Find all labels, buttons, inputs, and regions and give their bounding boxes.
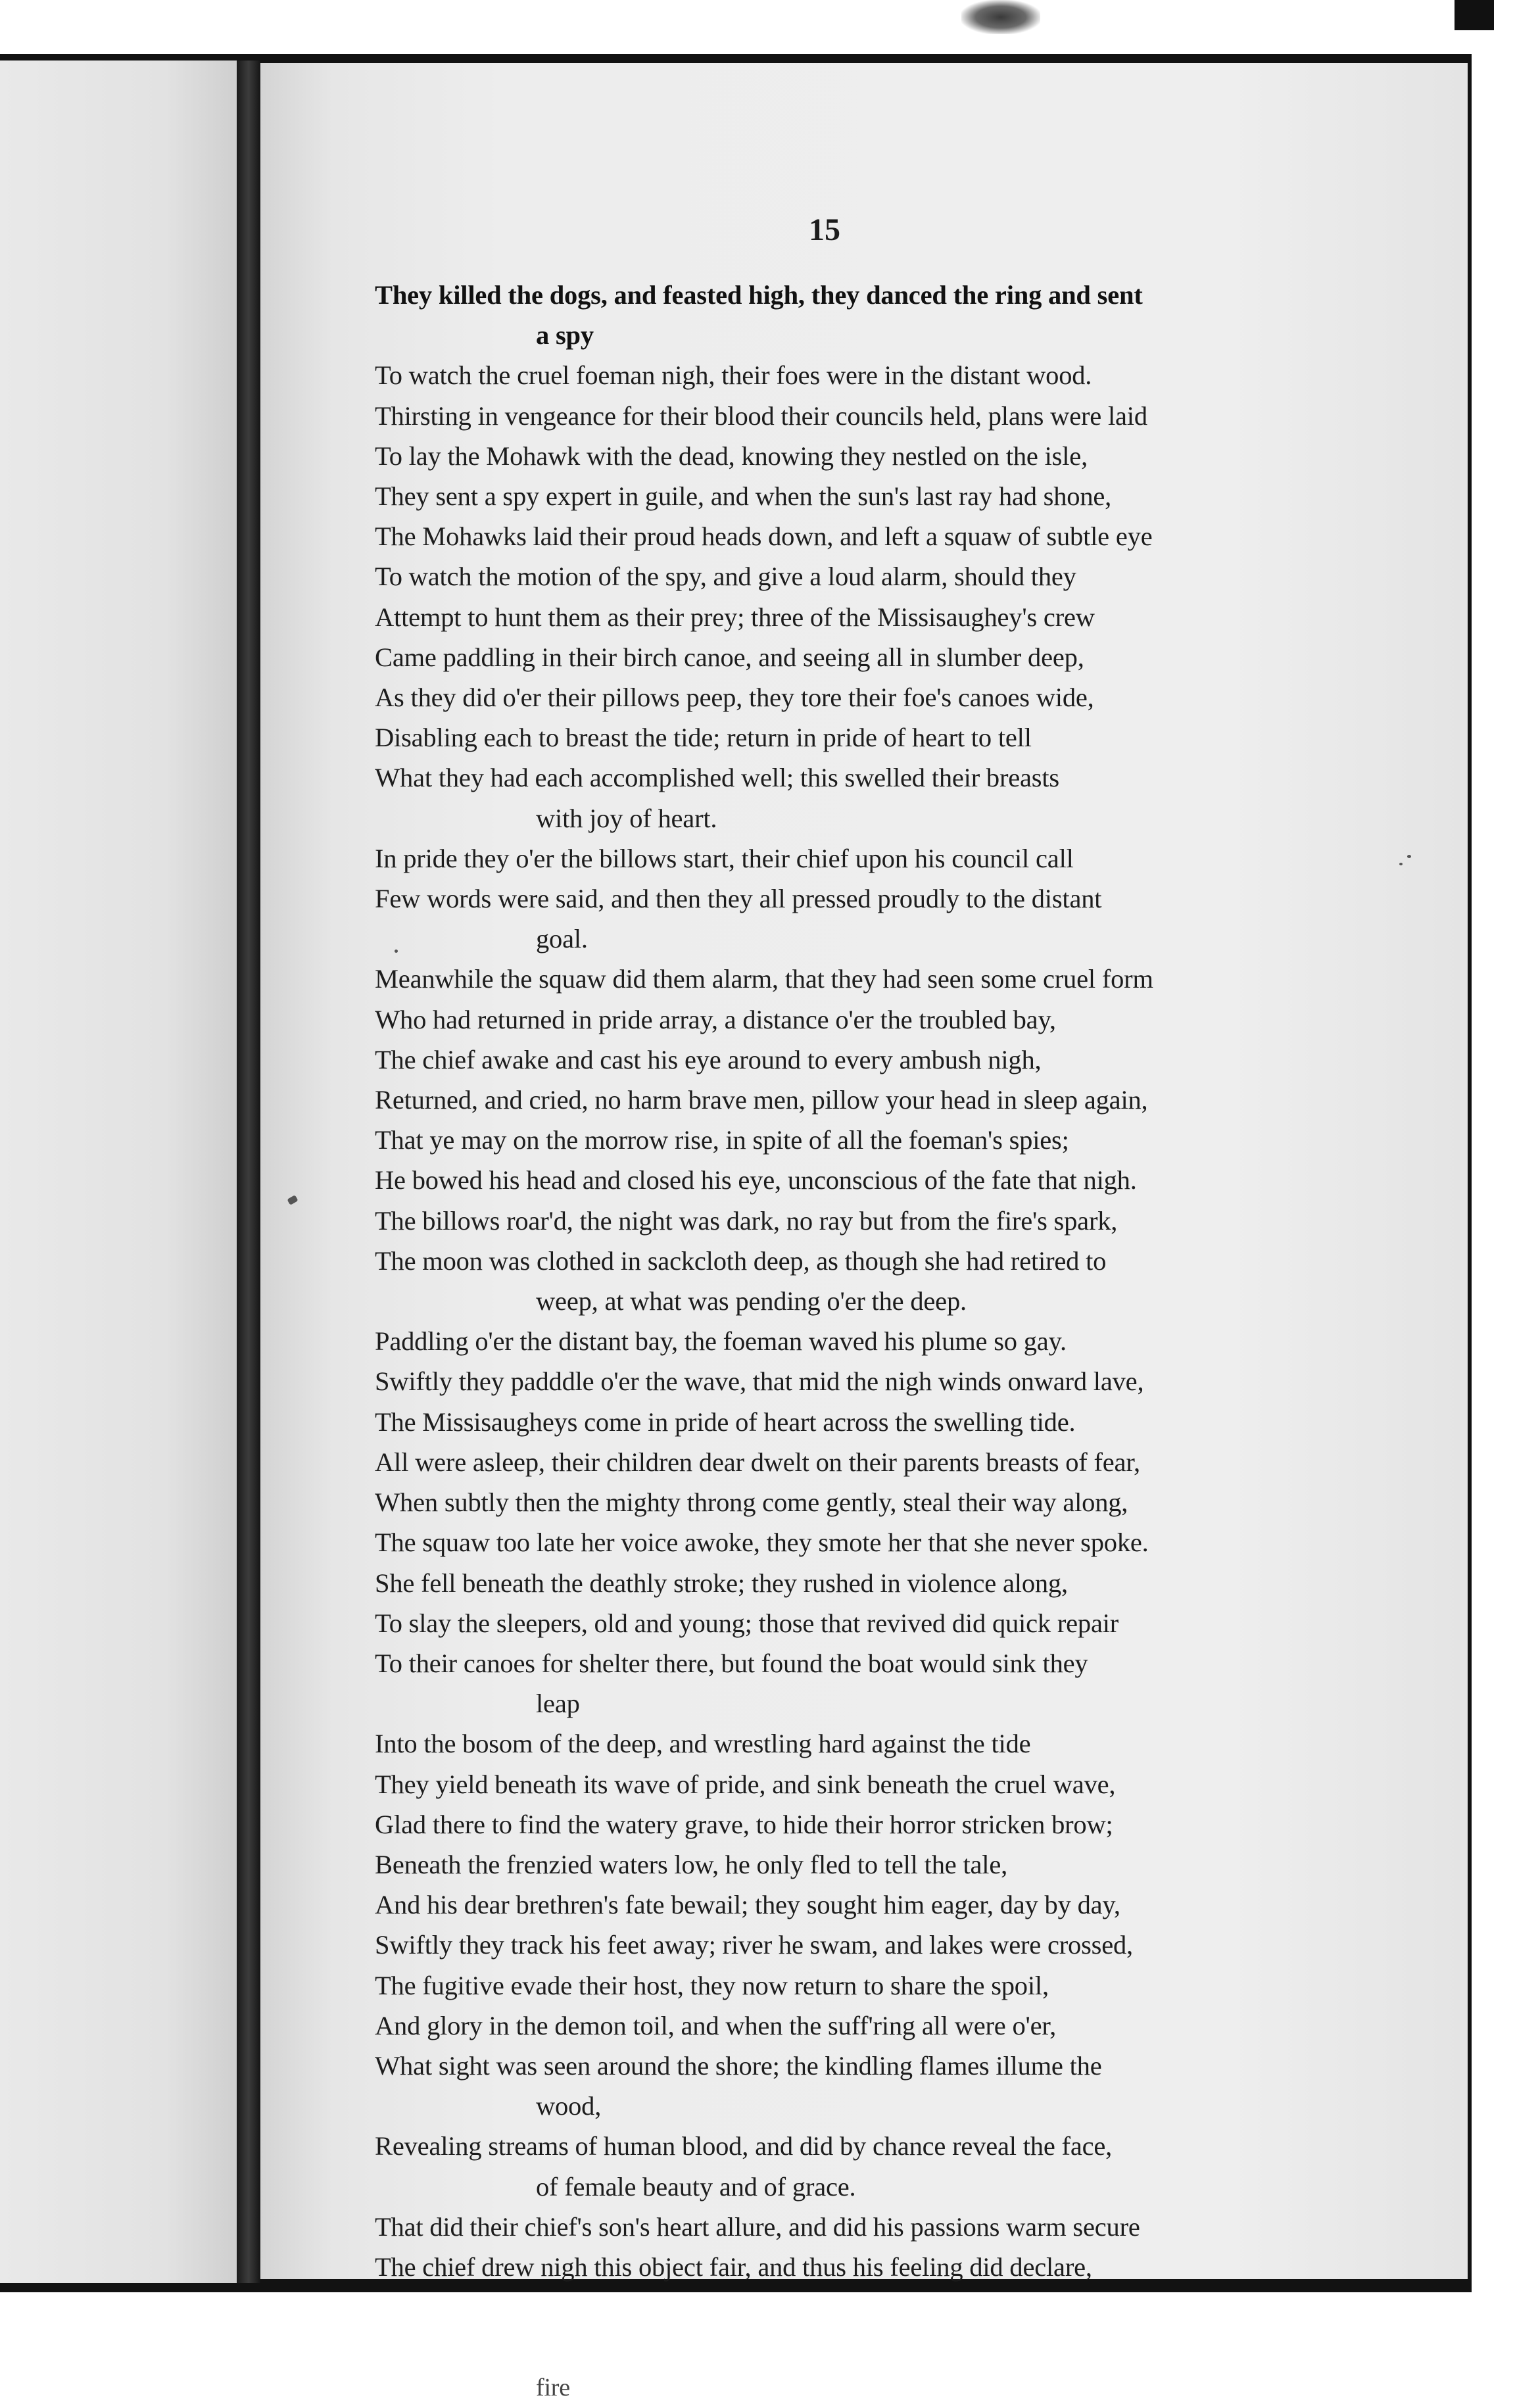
ink-speck — [1399, 863, 1403, 865]
text-line: Meanwhile the squaw did them alarm, that they had seen some cruel form — [375, 964, 1153, 994]
text-line: The Mohawks laid their proud heads down, and left a squaw of subtle eye — [375, 521, 1153, 552]
text-line: with joy of heart. — [536, 803, 717, 833]
text-line: leap — [536, 1689, 580, 1719]
text-line: The squaw too late her voice awoke, they smote her that she never spoke. — [375, 1528, 1149, 1558]
text-line: The chief drew nigh this object fair, and thus his feeling did declare, — [375, 2251, 1092, 2282]
text-line: To watch the cruel foeman nigh, their foes were in the distant wood. — [375, 360, 1092, 391]
text-line: To their canoes for shelter there, but found the boat would sink they — [375, 1648, 1088, 1678]
ink-speck — [1407, 855, 1411, 858]
text-line: The chief awake and cast his eye around to every ambush nigh, — [375, 1044, 1042, 1074]
text-line: He bowed his head and closed his eye, unconscious of the fate that nigh. — [375, 1165, 1137, 1195]
scan-ink-blot — [961, 0, 1040, 34]
text-line: They yield beneath its wave of pride, and sink beneath the cruel wave, — [375, 1769, 1116, 1799]
text-line: goal. — [536, 924, 588, 954]
text-line: Swiftly they padddle o'er the wave, that mid the nigh winds onward lave, — [375, 1366, 1144, 1397]
scan-top-margin — [0, 0, 1515, 54]
text-line: The Missisaugheys come in pride of heart across the swelling tide. — [375, 1407, 1076, 1437]
text-line: To lay the Mohawk with the dead, knowing they nestled on the isle, — [375, 441, 1088, 471]
text-line: Swiftly they track his feet away; river he swam, and lakes were crossed, — [375, 1930, 1133, 1960]
text-line: Attempt to hunt them as their prey; three of the Missisaughey's crew — [375, 602, 1095, 632]
ink-speck — [395, 950, 398, 953]
scan-bottom-margin — [0, 2292, 1515, 2362]
text-line: And glory in the demon toil, and when the suff'ring all were o'er, — [375, 2010, 1057, 2040]
text-line: What they had each accomplished well; this swelled their breasts — [375, 763, 1059, 793]
page-number: 15 — [809, 212, 840, 247]
text-line: That ye may on the morrow rise, in spite of all the foeman's spies; — [375, 1125, 1069, 1155]
text-line: Who had returned in pride array, a distance o'er the troubled bay, — [375, 1004, 1056, 1034]
text-line: The billows roar'd, the night was dark, no ray but from the fire's spark, — [375, 1205, 1118, 1236]
text-line: All were asleep, their children dear dwelt on their parents breasts of fear, — [375, 1447, 1140, 1477]
text-line: Into the bosom of the deep, and wrestling hard against the tide — [375, 1729, 1031, 1759]
text-line: What sight was seen around the shore; the kindling flames illume the — [375, 2050, 1102, 2081]
text-line: Came paddling in their birch canoe, and seeing all in slumber deep, — [375, 642, 1084, 672]
text-line: They killed the dogs, and feasted high, they danced the ring and sent — [375, 280, 1143, 310]
text-line: And his dear brethren's fate bewail; they sought him eager, day by day, — [375, 1890, 1120, 1920]
text-line: The fugitive evade their host, they now return to share the spoil, — [375, 1970, 1049, 2000]
poem-text-block — [375, 275, 1322, 2408]
facing-page-edge — [0, 60, 237, 2283]
text-line: They sent a spy expert in guile, and when the sun's last ray had shone, — [375, 481, 1112, 512]
text-line: That did their chief's son's heart allure, and did his passions warm secure — [375, 2211, 1140, 2242]
text-line: Thirsting in vengeance for their blood their councils held, plans were laid — [375, 400, 1147, 431]
text-line: Revealing streams of human blood, and did by chance reveal the face, — [375, 2131, 1113, 2161]
text-line: To slay the sleepers, old and young; those that revived did quick repair — [375, 1608, 1119, 1638]
text-line: a spy — [536, 320, 594, 350]
text-line: When subtly then the mighty throng come gently, steal their way along, — [375, 1487, 1128, 1518]
text-line: In pride they o'er the billows start, their chief upon his council call — [375, 843, 1074, 873]
text-line: Disabling each to breast the tide; return in pride of heart to tell — [375, 723, 1032, 753]
text-line: To watch the motion of the spy, and give a loud alarm, should they — [375, 562, 1076, 592]
text-line: The moon was clothed in sackcloth deep, as though she had retired to — [375, 1245, 1107, 1276]
text-line: Glad there to find the watery grave, to hide their horror stricken brow; — [375, 1809, 1113, 1839]
text-line: fire — [536, 2373, 570, 2401]
book-spine — [237, 60, 260, 2283]
text-line: Returned, and cried, no harm brave men, pillow your head in sleep again, — [375, 1085, 1148, 1115]
text-line: Few words were said, and then they all pressed proudly to the distant — [375, 884, 1102, 914]
text-line: She fell beneath the deathly stroke; they rushed in violence along, — [375, 1568, 1068, 1598]
scan-corner-mark — [1455, 0, 1494, 30]
text-line: weep, at what was pending o'er the deep. — [536, 1286, 967, 1316]
text-line: of female beauty and of grace. — [536, 2171, 856, 2202]
text-line: Paddling o'er the distant bay, the foeman waved his plume so gay. — [375, 1326, 1067, 1357]
text-line: Beneath the frenzied waters low, he only fled to tell the tale, — [375, 1849, 1008, 1879]
text-line: As they did o'er their pillows peep, they tore their foe's canoes wide, — [375, 683, 1094, 713]
text-line: wood, — [536, 2091, 602, 2121]
